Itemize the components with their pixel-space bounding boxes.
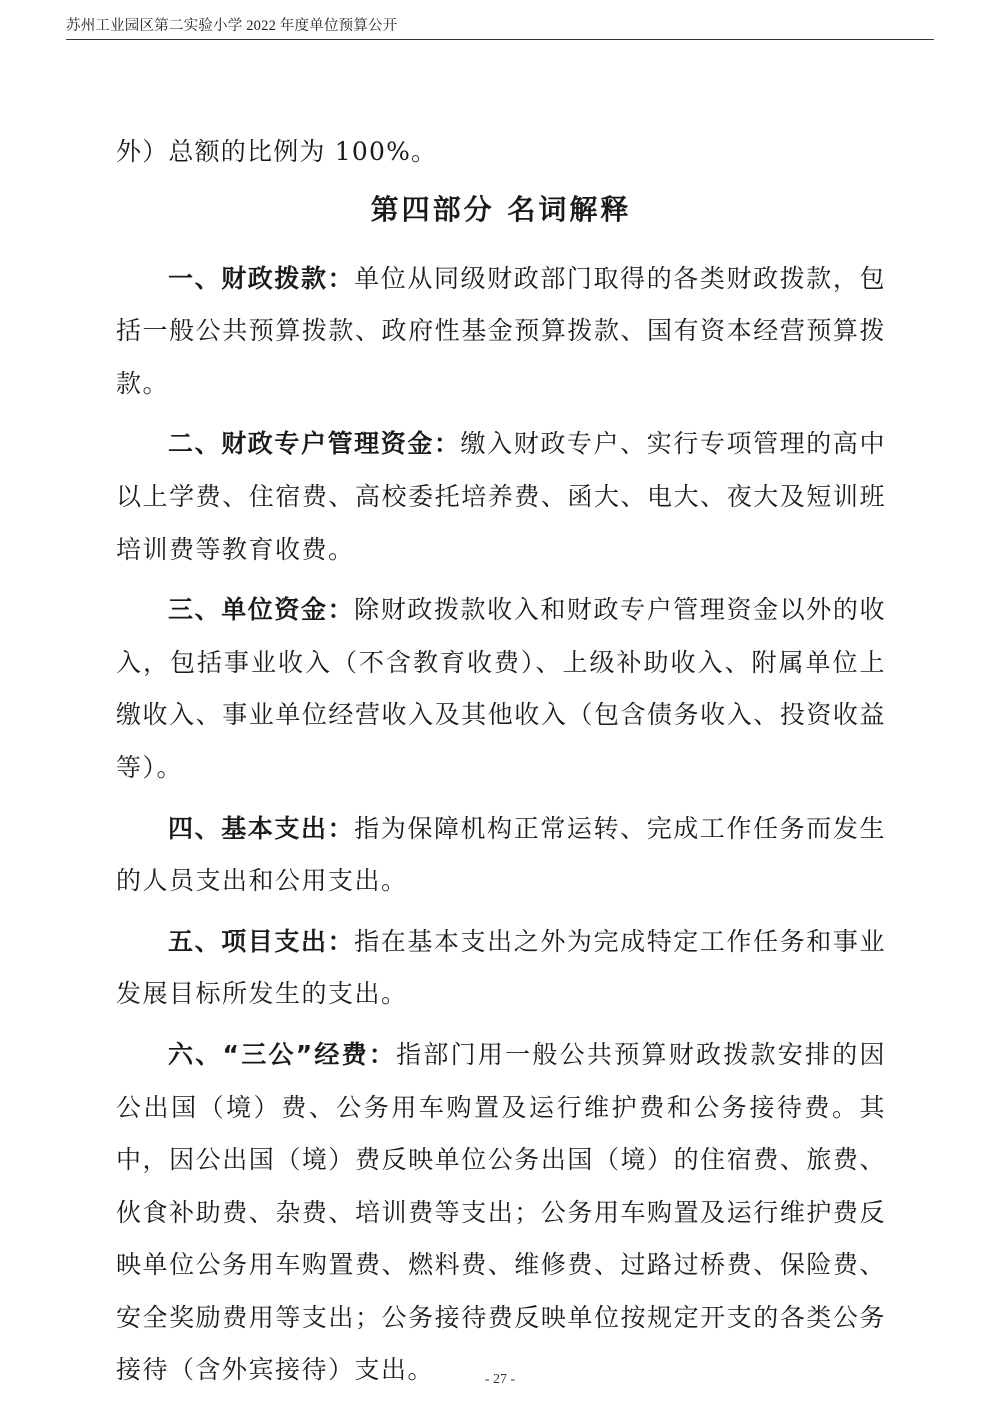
definition-paragraph — [116, 584, 886, 794]
definition-term: 四、基本支出： — [168, 813, 355, 843]
definition-paragraph — [116, 418, 886, 576]
definition-text: 指为保障机构正常运转、完成工作任务而发生的人员支出和公用支出。 — [116, 813, 886, 896]
page-header — [0, 0, 1000, 42]
opening-fragment: 外）总额的比例为 100%。 — [116, 137, 438, 166]
definition-term: 五、项目支出： — [168, 926, 355, 956]
document-body — [116, 126, 886, 1397]
definition-text: 缴入财政专户、实行专项管理的高中以上学费、住宿费、高校委托培养费、函大、电大、夜大及短训班培训费等教育收费。 — [116, 429, 886, 564]
definition-paragraph — [116, 253, 886, 411]
definition-term: 三、单位资金： — [168, 595, 355, 625]
header-rule — [66, 39, 934, 40]
definition-text: 除财政拨款收入和财政专户管理资金以外的收入，包括事业收入（不含教育收费）、上级补助收入、附属单位上缴收入、事业单位经营收入及其他收入（包含债务收入、投资收益等）。 — [116, 595, 886, 782]
definition-text: 指在基本支出之外为完成特定工作任务和事业发展目标所发生的支出。 — [116, 926, 886, 1009]
header-title: 苏州工业园区第二实验小学 2022 年度单位预算公开 — [66, 18, 398, 34]
section-title: 第四部分 名词解释 — [370, 192, 632, 226]
definition-term: 一、财政拨款： — [168, 263, 355, 293]
definition-paragraph — [116, 1029, 886, 1397]
definition-term: 六、“三公”经费： — [168, 1039, 397, 1069]
definition-paragraph — [116, 803, 886, 908]
definition-text: 指部门用一般公共预算财政拨款安排的因公出国（境）费、公务用车购置及运行维护费和公务接待费。其中，因公出国（境）费反映单位公务出国（境）的住宿费、旅费、伙食补助费、杂费、培训费等支出；公务用车购置及运行维护费反映单位公务用车购置费、燃料费、维修费、过路过桥费、保险费、安全奖励费用等支出；公务接待费反映单位按规定开支的各类公务接待（含外宾接待）支出。 — [116, 1039, 886, 1385]
page-number: - 27 - — [484, 1372, 516, 1387]
definition-term: 二、财政专户管理资金： — [168, 429, 461, 459]
definition-text: 单位从同级财政部门取得的各类财政拨款，包括一般公共预算拨款、政府性基金预算拨款、国有资本经营预算拨款。 — [116, 263, 886, 398]
definition-paragraph — [116, 916, 886, 1021]
